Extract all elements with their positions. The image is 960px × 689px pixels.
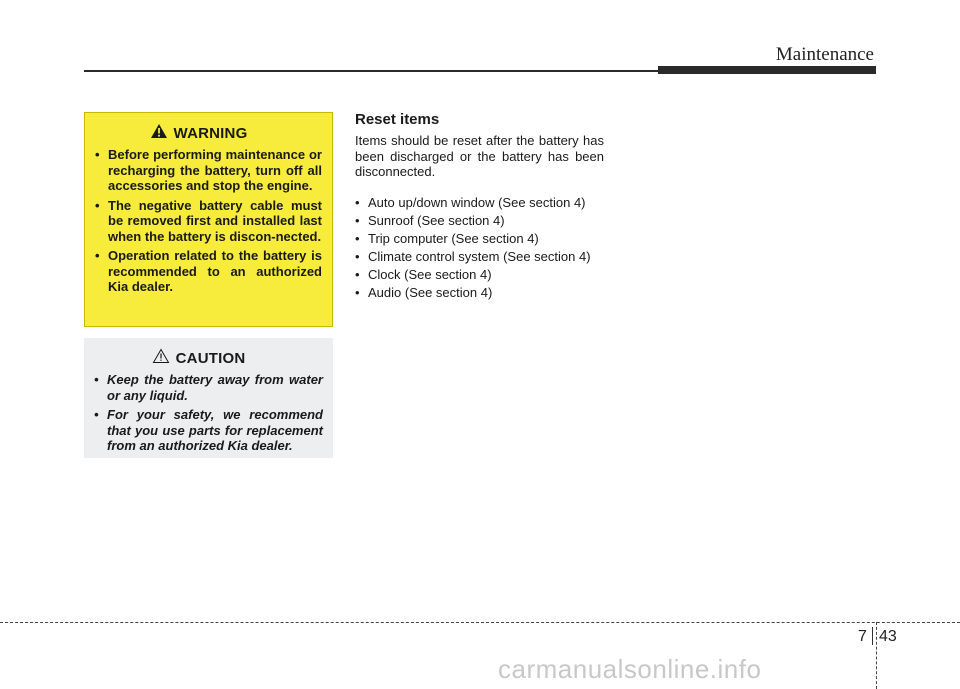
caution-triangle-icon: [152, 348, 170, 369]
footer-tick: [876, 622, 877, 689]
caution-title: CAUTION: [175, 350, 246, 367]
header-rule: [84, 70, 684, 72]
list-item: • Audio (See section 4): [355, 285, 493, 300]
warning-item: • Before performing maintenance or recharging the battery, turn off all accessories and stop the engine.: [95, 147, 322, 193]
warning-header: [75, 123, 322, 144]
page-number: 43: [879, 628, 897, 645]
warning-list: [95, 147, 322, 295]
header-rule-accent: [658, 66, 876, 74]
footer-rule: [0, 622, 960, 623]
list-item: • Sunroof (See section 4): [355, 213, 505, 228]
warning-item: • Operation related to the battery is recommended to an authorized Kia dealer.: [95, 248, 322, 294]
reset-items-description: Items should be reset after the battery has been discharged or the battery has been disconnected.: [355, 133, 604, 179]
list-item: • Auto up/down window (See section 4): [355, 195, 586, 210]
reset-items-heading: Reset items: [355, 111, 440, 128]
caution-item: • Keep the battery away from water or any liquid.: [94, 372, 323, 403]
warning-title: WARNING: [173, 125, 248, 142]
reset-items-list: [355, 195, 604, 303]
list-item: • Climate control system (See section 4): [355, 249, 591, 264]
warning-box: [84, 112, 333, 327]
caution-item: • For your safety, we recommend that you use parts for replacement from an authorized Kia dealer.: [94, 407, 323, 453]
warning-triangle-icon: [150, 123, 168, 144]
chapter-number: 7: [858, 628, 867, 645]
caution-box: [84, 338, 333, 458]
section-title: Maintenance: [775, 44, 874, 65]
list-item: • Trip computer (See section 4): [355, 231, 539, 246]
caution-list: [94, 372, 323, 454]
list-item: • Clock (See section 4): [355, 267, 492, 282]
page-number-divider: [872, 627, 873, 645]
caution-header: [74, 348, 323, 369]
watermark: carmanualsonline.info: [498, 654, 762, 684]
warning-item: • The negative battery cable must be removed first and installed last when the battery is discon-nected.: [95, 197, 322, 244]
